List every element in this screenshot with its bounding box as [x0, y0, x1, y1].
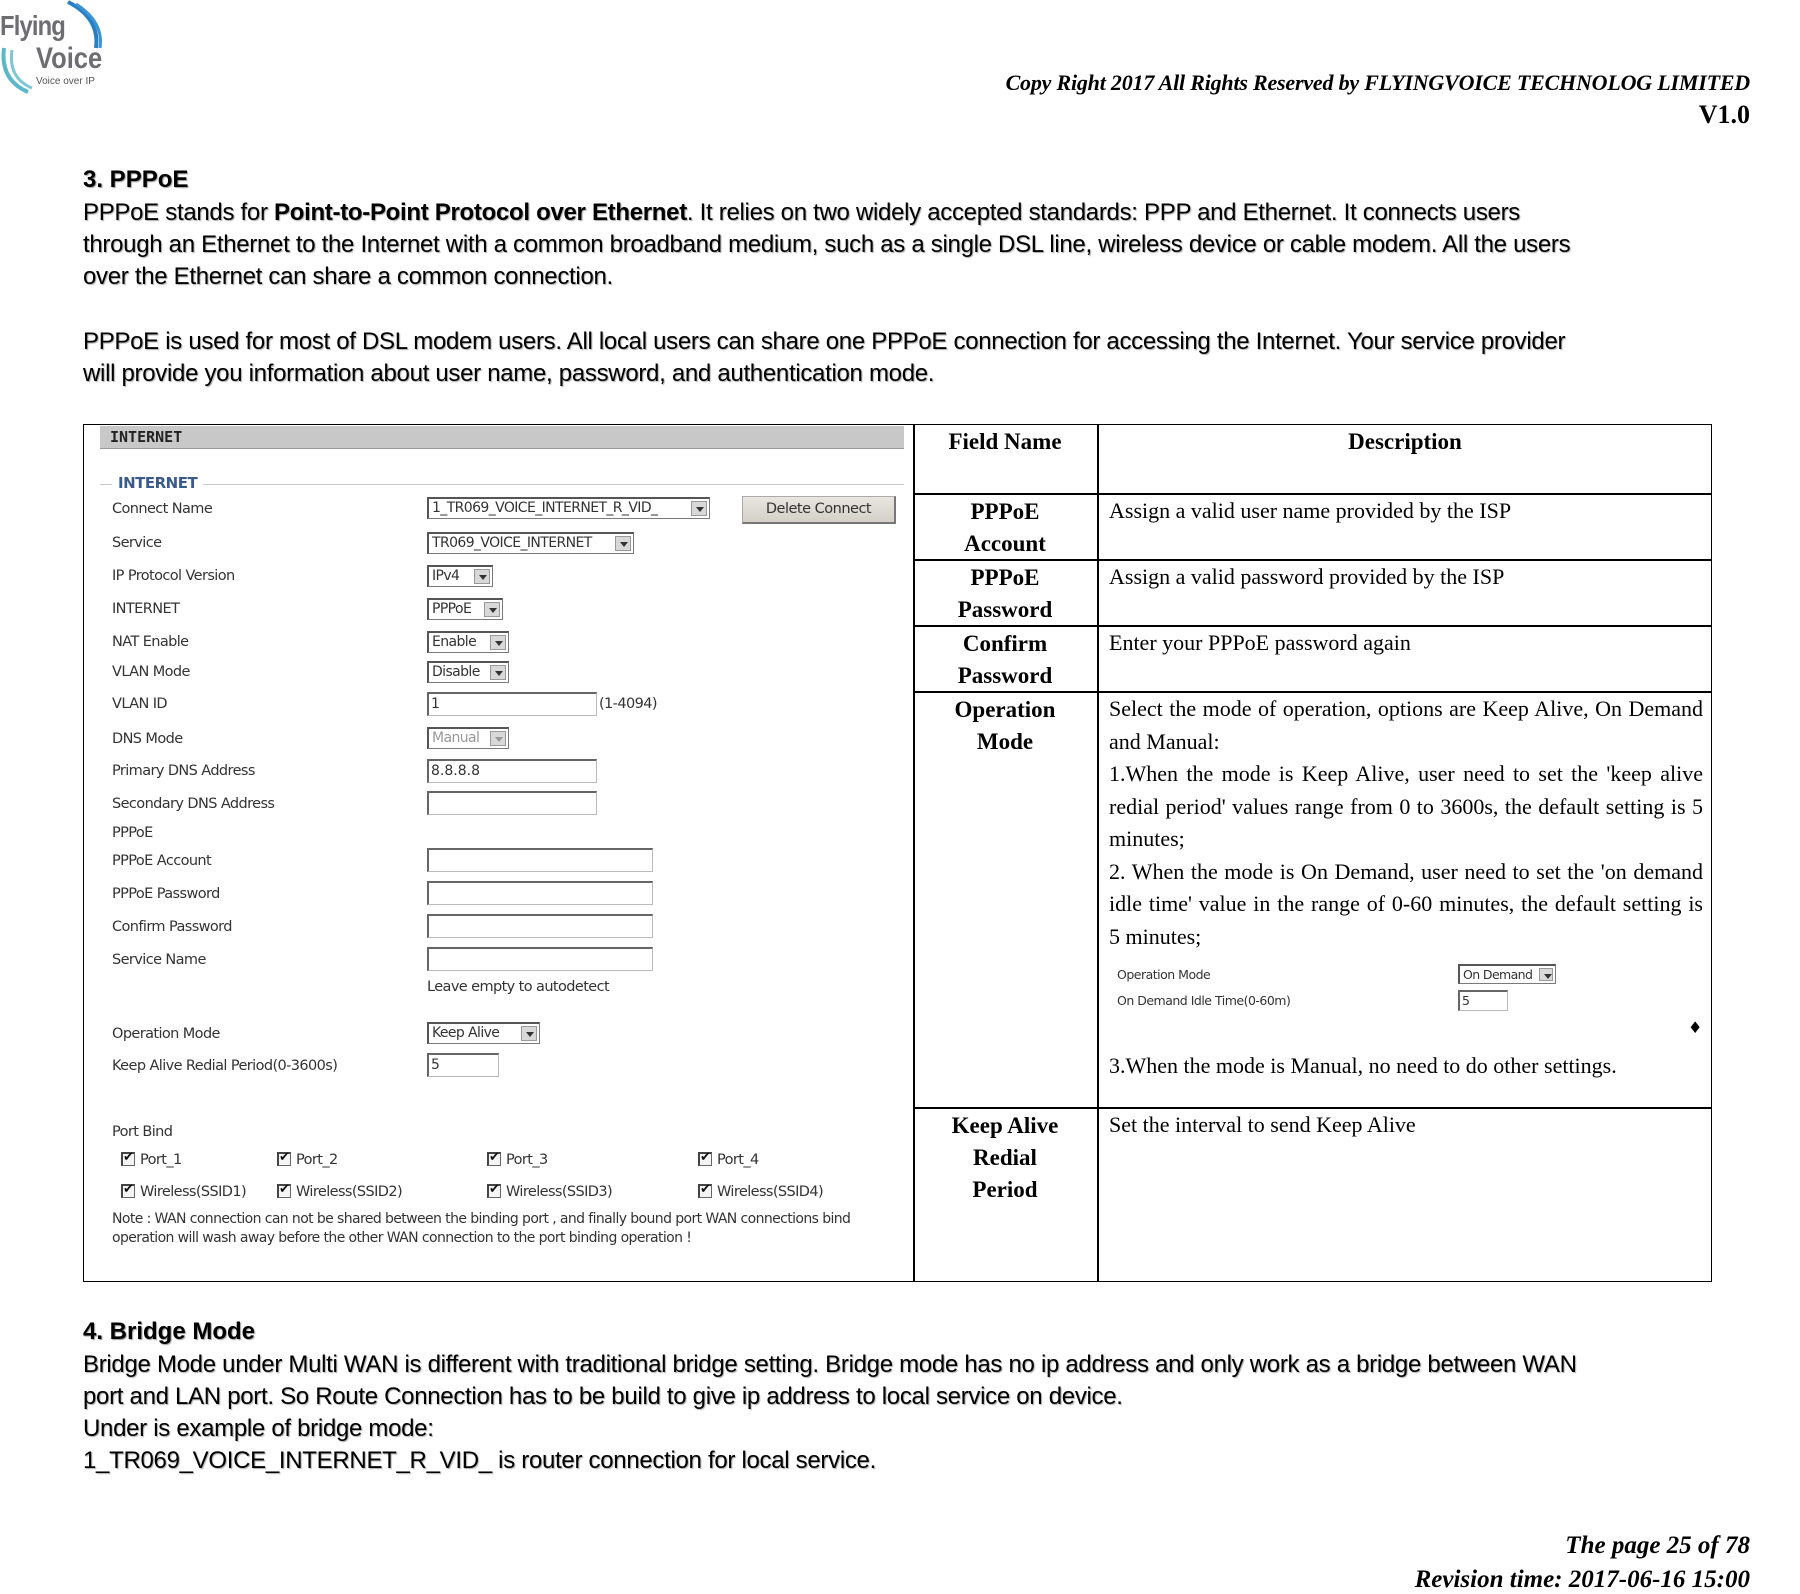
port-1-checkbox[interactable] — [121, 1152, 135, 1166]
port-3-label: Port_3 — [506, 1152, 548, 1168]
column-header-description: Description — [1348, 429, 1462, 454]
pppoe-account-input[interactable] — [427, 848, 653, 872]
mini-idle-time-label: On Demand Idle Time(0-60m) — [1117, 993, 1291, 1008]
keep-alive-input[interactable]: 5 — [427, 1053, 499, 1077]
chevron-down-icon — [1539, 968, 1553, 981]
paragraph-line: 1_TR069_VOICE_INTERNET_R_VID_ is router connection for local service. — [83, 1447, 876, 1474]
chevron-down-icon — [615, 536, 631, 551]
dns-mode-select[interactable]: Manual — [427, 727, 509, 749]
wireless-ssid1-checkbox[interactable] — [121, 1184, 135, 1198]
chevron-down-icon — [490, 731, 506, 746]
secondary-dns-label: Secondary DNS Address — [112, 796, 275, 812]
field-name-cell: PPPoE Account — [964, 499, 1046, 556]
chevron-down-icon — [691, 501, 707, 516]
connect-name-label: Connect Name — [112, 501, 213, 517]
primary-dns-label: Primary DNS Address — [112, 763, 255, 779]
nat-enable-label: NAT Enable — [112, 634, 189, 650]
port-2-label: Port_2 — [296, 1152, 338, 1168]
paragraph-line: PPPoE is used for most of DSL modem users. All local users can share one PPPoE connection for accessing the Internet. Your service provider — [83, 328, 1566, 355]
service-name-hint: Leave empty to autodetect — [427, 979, 610, 995]
operation-mode-label: Operation Mode — [112, 1026, 220, 1042]
service-select[interactable]: TR069_VOICE_INTERNET — [427, 532, 634, 554]
ip-protocol-select[interactable]: IPv4 — [427, 565, 493, 587]
service-name-label: Service Name — [112, 952, 206, 968]
port-4-checkbox[interactable] — [698, 1152, 712, 1166]
flyingvoice-logo: Flying Voice Voice over IP — [0, 0, 110, 95]
page-number: The page 25 of 78 — [1565, 1532, 1750, 1559]
field-description-cell: Select the mode of operation, options are Keep Alive, On Demand and Manual: 1.When the mode is Keep Alive, user need to set the 'keep alive redial period' values range from 0 to 3600s, the default setting is 5 minutes; 2. When the mode is On Demand, user need to set the 'on demand idle time' value in the range of 0-60 minutes, the default setting is 5 minutes; — [1109, 696, 1703, 949]
paragraph-line: will provide you information about user name, password, and authentication mode. — [83, 360, 935, 387]
table-divider — [1097, 424, 1099, 1282]
port-bind-note: Note : WAN connection can not be shared between the binding port , and finally bound port WAN connections bind operation will wash away before the other WAN connection to the port binding operation ! — [112, 1211, 851, 1246]
mini-idle-time-input[interactable]: 5 — [1458, 990, 1508, 1011]
paragraph-line: Under is example of bridge mode: — [83, 1415, 434, 1442]
fieldset-border — [100, 484, 904, 485]
column-header-field-name: Field Name — [948, 429, 1062, 454]
pppoe-password-input[interactable] — [427, 881, 653, 905]
wireless-ssid1-label: Wireless(SSID1) — [140, 1184, 247, 1200]
paragraph-line: through an Ethernet to the Internet with a common broadband medium, such as a single DSL line, wireless device or cable modem. All the users — [83, 231, 1571, 258]
field-name-cell: Operation Mode — [954, 697, 1056, 754]
port-3-checkbox[interactable] — [487, 1152, 501, 1166]
delete-connect-button[interactable]: Delete Connect — [742, 496, 896, 524]
internet-type-label: INTERNET — [112, 601, 180, 617]
pppoe-password-label: PPPoE Password — [112, 886, 220, 902]
copyright-notice: Copy Right 2017 All Rights Reserved by FLYINGVOICE TECHNOLOG LIMITED — [1005, 70, 1750, 95]
paragraph-line: Bridge Mode under Multi WAN is different with traditional bridge setting. Bridge mode has no ip address and only work as a bridge between WAN — [83, 1351, 1577, 1378]
wireless-ssid3-checkbox[interactable] — [487, 1184, 501, 1198]
chevron-down-icon — [484, 602, 500, 617]
fieldset-legend: INTERNET — [112, 474, 203, 492]
port-2-checkbox[interactable] — [277, 1152, 291, 1166]
chevron-down-icon — [490, 635, 506, 650]
field-description-cell: Set the interval to send Keep Alive — [1109, 1112, 1416, 1137]
port-bind-label: Port Bind — [112, 1124, 173, 1140]
chevron-down-icon — [521, 1026, 537, 1041]
keep-alive-label: Keep Alive Redial Period(0-3600s) — [112, 1058, 338, 1074]
pppoe-heading: PPPoE — [112, 825, 153, 841]
bullet-diamond-icon: ♦ — [1688, 1018, 1703, 1037]
service-name-input[interactable] — [427, 947, 653, 971]
section-title-pppoe: 3. PPPoE — [83, 166, 189, 193]
secondary-dns-input[interactable] — [427, 791, 597, 815]
service-label: Service — [112, 535, 162, 551]
field-name-cell: PPPoE Password — [957, 565, 1053, 622]
port-1-label: Port_1 — [140, 1152, 182, 1168]
confirm-password-label: Confirm Password — [112, 919, 232, 935]
primary-dns-input[interactable]: 8.8.8.8 — [427, 759, 597, 783]
operation-mode-select[interactable]: Keep Alive — [427, 1022, 540, 1044]
wireless-ssid4-label: Wireless(SSID4) — [717, 1184, 824, 1200]
internet-type-select[interactable]: PPPoE — [427, 598, 503, 620]
field-description-cell: Assign a valid user name provided by the ISP — [1109, 498, 1512, 523]
mini-operation-mode-label: Operation Mode — [1117, 967, 1211, 982]
wireless-ssid2-label: Wireless(SSID2) — [296, 1184, 403, 1200]
paragraph-line: over the Ethernet can share a common connection. — [83, 263, 613, 290]
field-description-cell: 3.When the mode is Manual, no need to do other settings. — [1109, 1053, 1617, 1078]
port-4-label: Port_4 — [717, 1152, 759, 1168]
field-name-cell: Keep Alive Redial Period — [951, 1113, 1059, 1202]
vlan-id-range-hint: (1-4094) — [599, 696, 657, 712]
dns-mode-label: DNS Mode — [112, 731, 183, 747]
field-description-cell: Enter your PPPoE password again — [1109, 630, 1411, 655]
wireless-ssid4-checkbox[interactable] — [698, 1184, 712, 1198]
vlan-id-label: VLAN ID — [112, 696, 167, 712]
paragraph-line: PPPoE stands for Point-to-Point Protocol over Ethernet. It relies on two widely accepted standards: PPP and Ethernet. It connects users — [83, 199, 1520, 226]
pppoe-account-label: PPPoE Account — [112, 853, 212, 869]
chevron-down-icon — [474, 569, 490, 584]
vlan-mode-select[interactable]: Disable — [427, 661, 509, 683]
section-title-bridge-mode: 4. Bridge Mode — [83, 1318, 256, 1345]
document-version: V1.0 — [1698, 100, 1750, 129]
internet-panel-header: INTERNET — [100, 426, 904, 449]
ip-protocol-label: IP Protocol Version — [112, 568, 235, 584]
nat-enable-select[interactable]: Enable — [427, 631, 509, 653]
revision-time: Revision time: 2017-06-16 15:00 — [1414, 1566, 1750, 1593]
vlan-mode-label: VLAN Mode — [112, 664, 190, 680]
wireless-ssid3-label: Wireless(SSID3) — [506, 1184, 613, 1200]
field-name-cell: Confirm Password — [957, 631, 1053, 688]
confirm-password-input[interactable] — [427, 914, 653, 938]
chevron-down-icon — [490, 665, 506, 680]
vlan-id-input[interactable]: 1 — [427, 692, 597, 716]
mini-operation-mode-select[interactable]: On Demand — [1458, 964, 1556, 984]
connect-name-select[interactable]: 1_TR069_VOICE_INTERNET_R_VID_ — [427, 497, 710, 519]
paragraph-line: port and LAN port. So Route Connection has to be build to give ip address to local service on device. — [83, 1383, 1123, 1410]
field-description-cell: Assign a valid password provided by the ISP — [1109, 564, 1505, 589]
wireless-ssid2-checkbox[interactable] — [277, 1184, 291, 1198]
